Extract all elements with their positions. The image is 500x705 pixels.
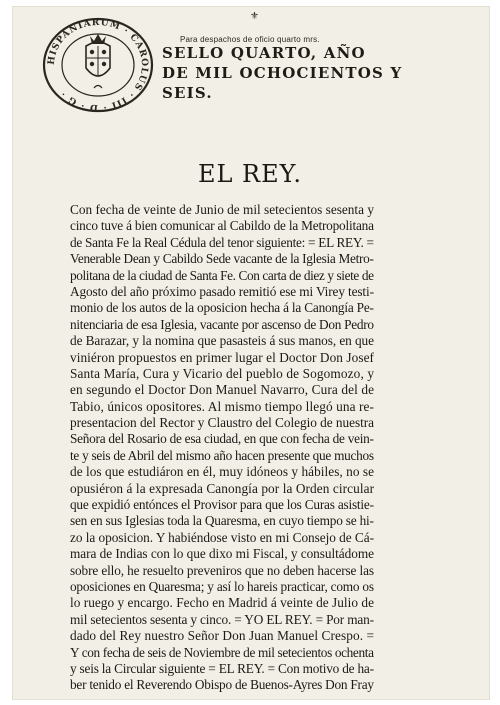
body-line: viniéron propuestos en primer lugar el Doctor Don Josef [70, 349, 375, 365]
body-line: Tabio, únicos opositores. Al mismo tiempo llegó una re- [70, 398, 375, 414]
royal-seal-stamp [40, 16, 156, 114]
stamp-line-2: DE MIL OCHOCIENTOS Y [162, 64, 403, 82]
body-line: te y seis de Abril del mismo año hacen presente que muchos [70, 447, 374, 463]
body-line: Señora del Rosario de esa ciudad, en que con fecha de vein- [70, 431, 374, 447]
stamp-line-3: SEIS. [162, 84, 213, 102]
body-line: monio de los autos de la oposicion hecha á la Canongía Pe- [70, 300, 374, 316]
body-line: presentacion del Rector y Claustro del Colegio de nuestra [70, 415, 374, 431]
stamp-line-1: SELLO QUARTO, AÑO [162, 44, 366, 62]
body-line: que expidió entónces el Provisor para que los Curas asistie- [70, 497, 374, 513]
document-heading: EL REY. [197, 160, 303, 188]
body-line: de Santa Fe la Real Cédula del tenor siguiente: = EL REY. = [70, 234, 374, 250]
body-line: dado del Rey nuestro Señor Don Juan Manuel Crespo. = [70, 628, 375, 644]
document-body [70, 202, 374, 694]
body-line: sen en sus Iglesias toda la Quaresma, en cuyo tiempo se hi- [70, 513, 374, 529]
body-line: Venerable Dean y Cabildo Sede vacante de la Iglesia Metro- [70, 251, 374, 267]
body-line: y seis la Circular siguiente = EL REY. = Con motivo de ha- [70, 660, 374, 676]
body-line: opusiéron á la expresada Canongía por la Orden circular [70, 480, 375, 496]
body-line: cinco tuve á bien comunicar al Cabildo de la Metropolitana [70, 218, 374, 234]
body-line: mara de Indias con lo que dixo mi Fiscal, y consultádome [70, 546, 374, 562]
body-line: sobre ello, he resuelto preveniros que no deben hacerse las [70, 562, 374, 578]
coat-of-arms-icon [86, 34, 110, 88]
body-line: nitenciaria de esa Iglesia, vacante por ascenso de Don Pedro [70, 316, 374, 332]
body-line: mil setecientos sesenta y cinco. = YO EL REY. = Por man- [70, 611, 374, 627]
seal-legend: HISPANIARUM · CAROLUS · III · D · G · [46, 17, 150, 113]
body-line: de los que estudiáron en él, muy idóneos y hábiles, no se [70, 464, 375, 480]
body-line: Agosto del año próximo pasado remitió ese mi Virey testi- [70, 283, 374, 299]
body-line: Y con fecha de seis de Noviembre de mil setecientos ochenta [70, 644, 374, 660]
body-line: de Barazar, y la nomina que pasasteis á sus manos, en que [70, 333, 374, 349]
fleur-de-lis-icon: ⚜ [250, 11, 259, 22]
body-line: Santa María, Cura y Vicario del pueblo de Sogomozo, y [70, 365, 375, 381]
body-line: en segundo el Doctor Don Manuel Navarro, Cura del de [70, 382, 375, 398]
body-line: lo ruego y encargo. Fecho en Madrid á veinte de Julio de [70, 595, 374, 611]
body-line: Con fecha de veinte de Junio de mil setecientos sesenta y [70, 202, 374, 217]
body-line: politana de la ciudad de Santa Fe. Con carta de diez y siete de [70, 267, 374, 283]
body-line: oposiciones en Quaresma; y así lo hareis practicar, como os [70, 578, 374, 594]
stamp-note: Para despachos de oficio quarto mrs. [180, 35, 320, 44]
body-line: zo la oposicion. Y habiéndose visto en mi Consejo de Cá- [70, 529, 374, 545]
body-line: ber tenido el Reverendo Obispo de Buenos-Ayres Don Fray [70, 677, 374, 693]
